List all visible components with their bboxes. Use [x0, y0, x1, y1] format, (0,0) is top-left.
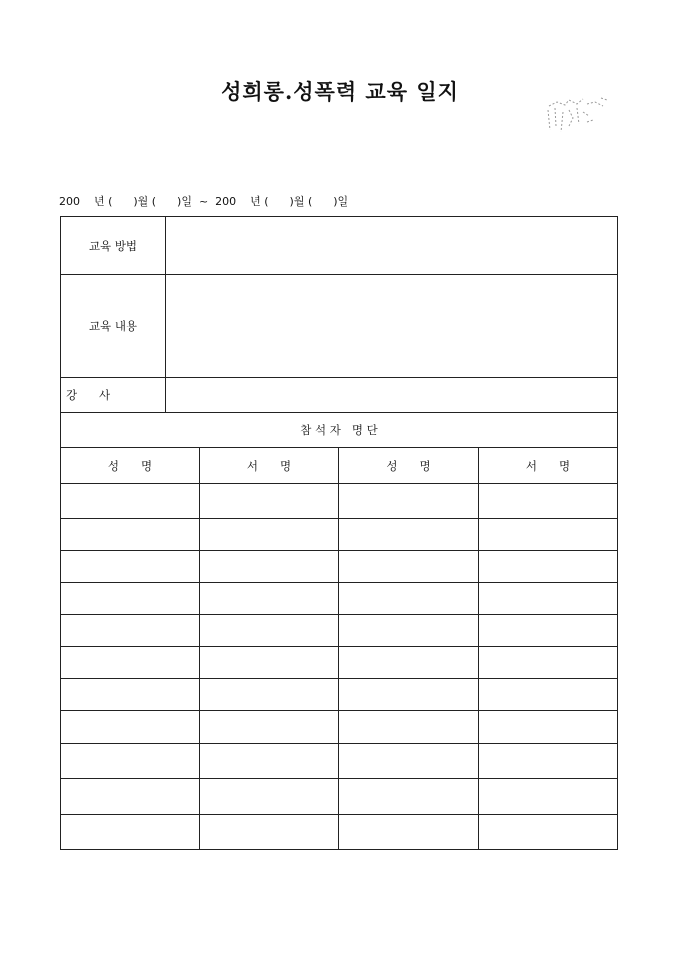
sign-cell[interactable]: [200, 519, 339, 551]
table-row: [61, 815, 618, 850]
sign-cell[interactable]: [200, 711, 339, 744]
table-row: [61, 519, 618, 551]
content-row: [61, 275, 618, 378]
name-cell[interactable]: [61, 779, 200, 815]
sign-cell[interactable]: [200, 551, 339, 583]
name-cell[interactable]: [339, 744, 479, 779]
sign-cell[interactable]: [479, 779, 618, 815]
name-cell[interactable]: [61, 679, 200, 711]
sign-cell[interactable]: [479, 679, 618, 711]
table-row: [61, 711, 618, 744]
name-cell[interactable]: [61, 711, 200, 744]
document-title: 성희롱.성폭력 교육 일지: [221, 79, 459, 104]
education-log-table: [60, 216, 618, 850]
table-row: [61, 647, 618, 679]
sign-cell[interactable]: [479, 647, 618, 679]
sign-cell[interactable]: [200, 484, 339, 519]
name-cell[interactable]: [61, 815, 200, 850]
table-row: [61, 779, 618, 815]
name-cell[interactable]: [61, 551, 200, 583]
header-name-2: 성 명: [339, 448, 479, 484]
name-cell[interactable]: [339, 484, 479, 519]
sign-cell[interactable]: [479, 615, 618, 647]
sign-cell[interactable]: [479, 583, 618, 615]
name-cell[interactable]: [339, 815, 479, 850]
sign-cell[interactable]: [200, 679, 339, 711]
content-label: 교육 내용: [61, 275, 166, 378]
attendance-title: 참 석 자 명 단: [61, 413, 618, 448]
name-cell[interactable]: [339, 615, 479, 647]
table-row: [61, 583, 618, 615]
name-cell[interactable]: [61, 583, 200, 615]
table-row: [61, 744, 618, 779]
instructor-row: [61, 378, 618, 413]
date-range: 200 년 ( )월 ( )일 ~ 200 년 ( )월 ( )일: [59, 195, 349, 208]
name-cell[interactable]: [339, 711, 479, 744]
name-cell[interactable]: [61, 744, 200, 779]
attendance-header-row: [61, 448, 618, 484]
name-cell[interactable]: [61, 615, 200, 647]
name-cell[interactable]: [61, 519, 200, 551]
sign-cell[interactable]: [200, 779, 339, 815]
attendance-title-row: [61, 413, 618, 448]
sign-cell[interactable]: [479, 744, 618, 779]
name-cell[interactable]: [61, 647, 200, 679]
name-cell[interactable]: [339, 647, 479, 679]
sign-cell[interactable]: [200, 615, 339, 647]
sign-cell[interactable]: [479, 519, 618, 551]
name-cell[interactable]: [61, 484, 200, 519]
table-row: [61, 551, 618, 583]
table-row: [61, 679, 618, 711]
sign-cell[interactable]: [200, 815, 339, 850]
header-sign-2: 서 명: [479, 448, 618, 484]
method-field[interactable]: [166, 217, 618, 275]
name-cell[interactable]: [339, 679, 479, 711]
name-cell[interactable]: [339, 551, 479, 583]
sign-cell[interactable]: [479, 815, 618, 850]
instructor-field[interactable]: [166, 378, 618, 413]
stamp-mark: [543, 96, 615, 136]
method-row: [61, 217, 618, 275]
sign-cell[interactable]: [200, 647, 339, 679]
table-row: [61, 615, 618, 647]
name-cell[interactable]: [339, 519, 479, 551]
sign-cell[interactable]: [479, 711, 618, 744]
header-sign-1: 서 명: [200, 448, 339, 484]
header-name-1: 성 명: [61, 448, 200, 484]
name-cell[interactable]: [339, 779, 479, 815]
method-label: 교육 방법: [61, 217, 166, 275]
name-cell[interactable]: [339, 583, 479, 615]
content-field[interactable]: [166, 275, 618, 378]
sign-cell[interactable]: [200, 744, 339, 779]
instructor-label: 강 사: [61, 378, 166, 413]
sign-cell[interactable]: [479, 551, 618, 583]
table-row: [61, 484, 618, 519]
sign-cell[interactable]: [200, 583, 339, 615]
sign-cell[interactable]: [479, 484, 618, 519]
